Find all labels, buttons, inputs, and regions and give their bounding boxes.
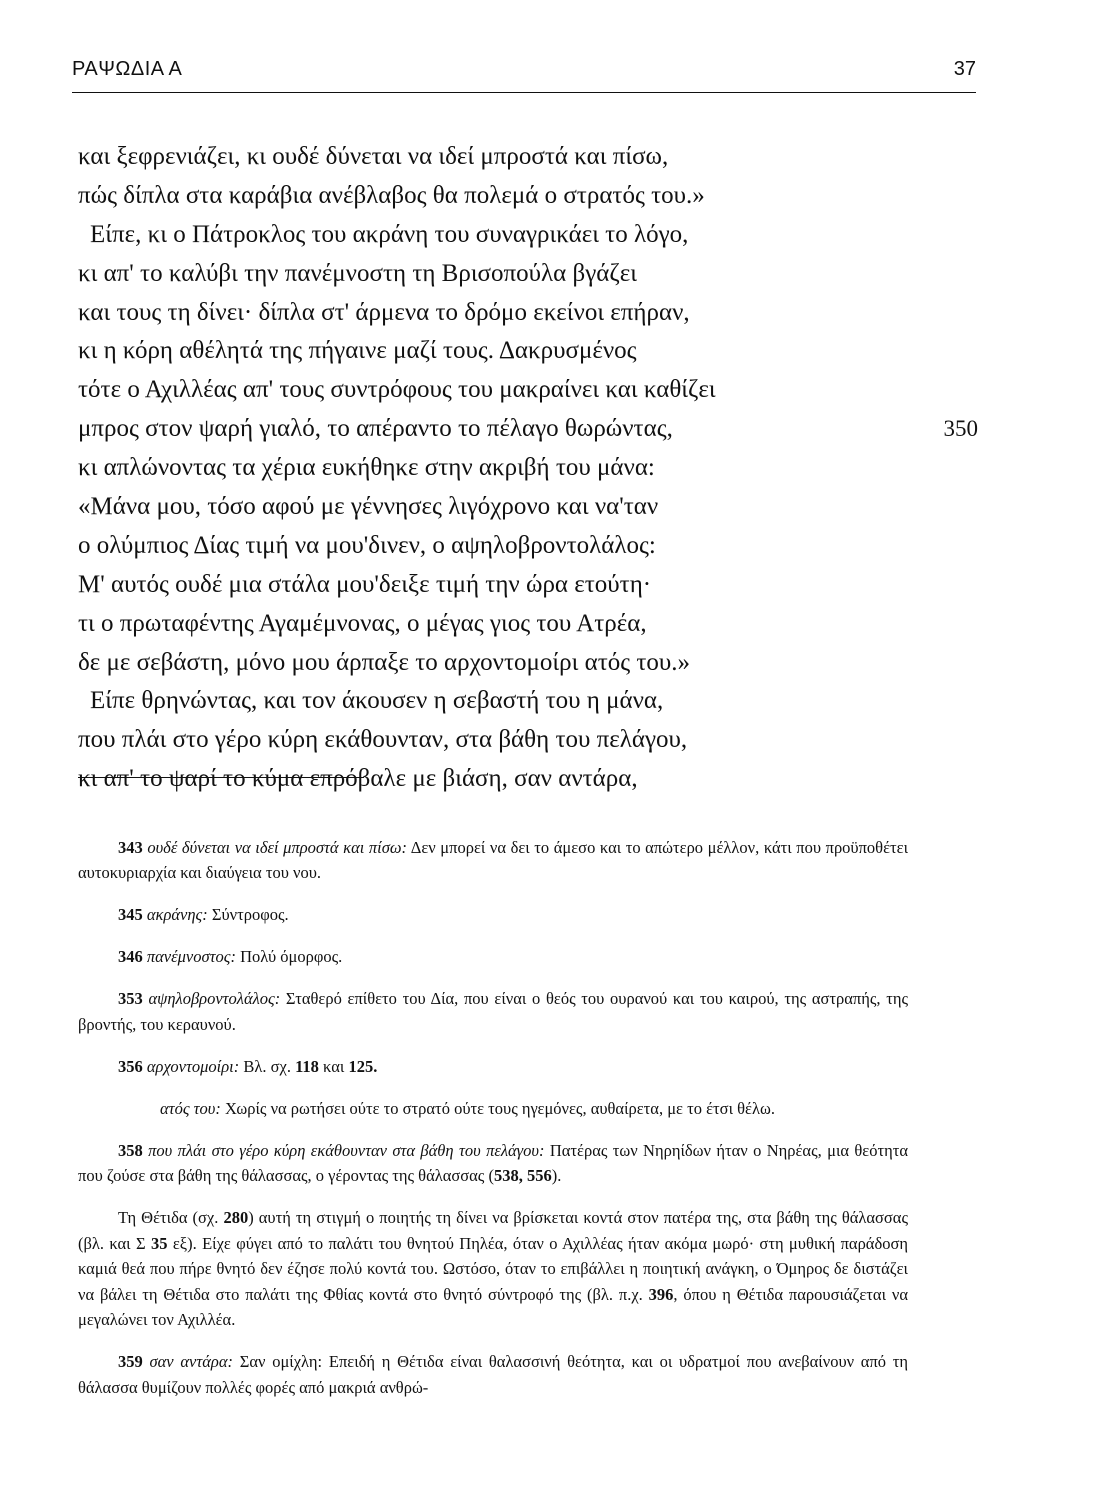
footnote: Τη Θέτιδα (σχ. 280) αυτή τη στιγμή ο ποιητής τη δίνει να βρίσκεται κοντά στον πατέρα της, στα βάθη της θάλασσας (βλ. και Σ 35 εξ). Είχε φύγει από το παλάτι του θνητού Πηλέα, όταν ο Αχιλλέας ήταν ακόμα μωρό· στη μυθική παράδοση καμιά θεά που πήρε θνητό δεν έζησε πολύ κοντά του. Ωστόσο, όταν το επιβάλλει η ποιητική ανάγκη, ο Όμηρος δε διστάζει να βάλει τη Θέτιδα στο παλάτι της Φθίας κοντά στο θνητό σύντροφό της (βλ. π.χ. 396, όπου η Θέτιδα παρουσιάζεται να μεγαλώνει τον Αχιλλέα.: [78, 1208, 908, 1329]
footnote: 353 αψηλοβροντολάλος: Σταθερό επίθετο του Δία, που είναι ο θεός του ουρανού και του καιρού, της αστραπής, της βροντής, του κεραυνού.: [78, 989, 908, 1034]
verse-line: Μ' αυτός ουδέ μια στάλα μου'δειξε τιμή την ώρα ετούτη·: [78, 570, 652, 598]
verse-line: Είπε, κι ο Πάτροκλος του ακράνη του συναγρικάει το λόγο,: [90, 220, 689, 248]
footnote-divider: [78, 777, 364, 778]
footnote: 358 που πλάι στο γέρο κύρη εκάθουνταν στα βάθη του πελάγου: Πατέρας των Νηρηίδων ήταν ο Νηρέας, μια θεότητα που ζούσε στα βάθη της θάλασσας, ο γέροντας της θάλασσας (538, 556).: [78, 1140, 909, 1185]
page-number: 37: [953, 58, 976, 80]
verse-line: που πλάι στο γέρο κύρη εκάθουνταν, στα βάθη του πελάγου,: [78, 726, 688, 754]
poem-text: [78, 138, 978, 799]
verse-line: κι απ' το ψαρί το κύμα επρόβαλε με βιάση, σαν αντάρα,: [78, 765, 638, 793]
verse-line: Είπε θρηνώντας, και τον άκουσεν η σεβαστή του η μάνα,: [90, 687, 664, 715]
footnote: 343 ουδέ δύνεται να ιδεί μπροστά και πίσω: Δεν μπορεί να δει το άμεσο και το απώτερο μέλλον, κάτι που προϋποθέτει αυτοκυριαρχία και διαύγεια του νου.: [78, 837, 909, 882]
footnote: 345 ακράνης: Σύντροφος.: [118, 905, 289, 924]
verse-line: κι απ' το καλύβι την πανέμνοστη τη Βρισοπούλα βγάζει: [78, 259, 637, 287]
footnote: 356 αρχοντομοίρι: Βλ. σχ. 118 και 125.: [118, 1056, 378, 1076]
verse-line: κι η κόρη αθέλητά της πήγαινε μαζί τους. Δακρυσμένος: [78, 337, 637, 365]
verse-line: και τους τη δίνει· δίπλα στ' άρμενα το δρόμο εκείνοι επήραν,: [78, 298, 690, 326]
verse-line: «Μάνα μου, τόσο αφού με γέννησες λιγόχρονο και να'ταν: [78, 493, 659, 521]
verse-line: τότε ο Αχιλλέας απ' τους συντρόφους του μακραίνει και καθίζει: [78, 376, 716, 404]
verse-line: και ξεφρενιάζει, κι ουδέ δύνεται να ιδεί μπροστά και πίσω,: [78, 143, 669, 170]
verse-line: ο ολύμπιος Δίας τιμή να μου'δινεν, ο αψηλοβροντολάλος:: [78, 531, 656, 559]
line-number: 350: [943, 416, 978, 442]
footnote: ατός του: Χωρίς να ρωτήσει ούτε το στρατό ούτε τους ηγεμόνες, αυθαίρετα, με το έτσι θέλω.: [160, 1098, 775, 1118]
footnote: 359 σαν αντάρα: Σαν ομίχλη: Επειδή η Θέτιδα είναι θαλασσινή θεότητα, και οι υδρατμοί που ανεβαίνουν από τη θάλασσα θυμίζουν πολλές φορές από μακριά ανθρώ-: [78, 1352, 909, 1397]
footnote: 346 πανέμνοστος: Πολύ όμορφος.: [118, 947, 343, 966]
verse-line: πώς δίπλα στα καράβια ανέβλαβος θα πολεμά ο στρατός του.»: [78, 181, 705, 209]
verse-line: κι απλώνοντας τα χέρια ευκήθηκε στην ακριβή του μάνα:: [78, 454, 655, 482]
running-title: ΡΑΨΩΔΙΑ Α: [72, 58, 183, 80]
running-header: [72, 52, 976, 93]
verse-line: δε με σεβάστη, μόνο μου άρπαξε το αρχοντομοίρι ατός του.»: [78, 648, 691, 676]
footnotes: [78, 818, 908, 1406]
verse-line: τι ο πρωταφέντης Αγαμέμνονας, ο μέγας γιος του Ατρέα,: [78, 609, 647, 637]
verse-line: μπρος στον ψαρή γιαλό, το απέραντο το πέλαγο θωρώντας, 350: [78, 410, 978, 449]
